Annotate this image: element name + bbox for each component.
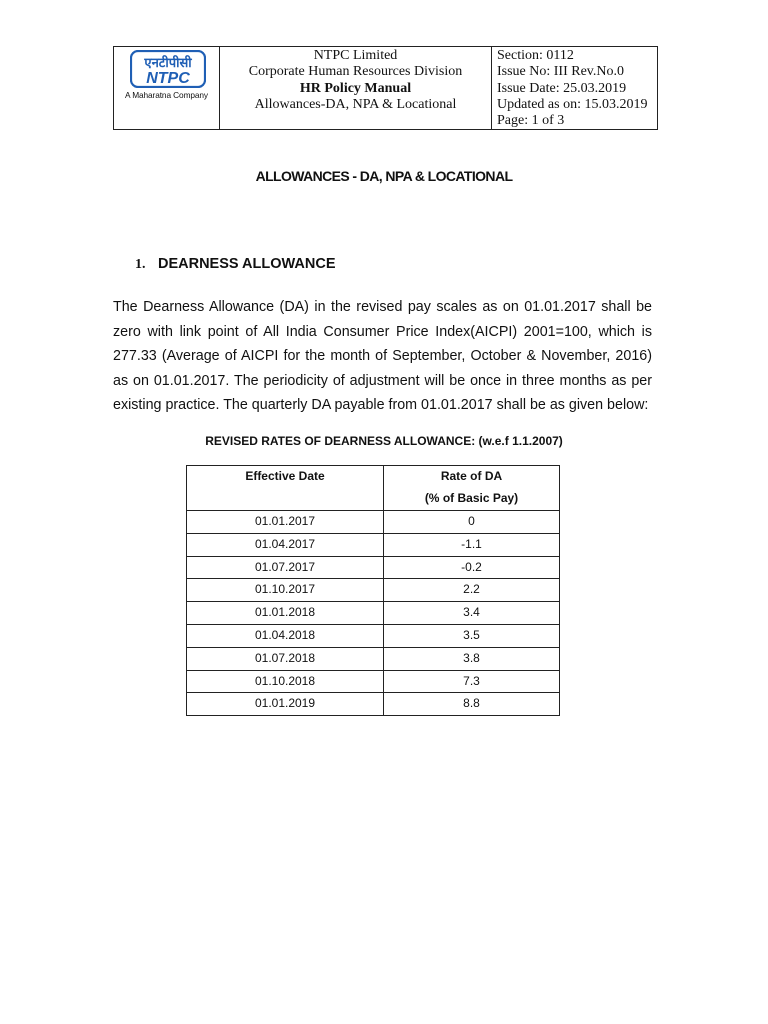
logo-cell	[114, 47, 220, 130]
division-name: Corporate Human Resources Division	[248, 64, 463, 80]
rate-header-line2: (% of Basic Pay)	[424, 490, 519, 505]
table-row	[187, 602, 560, 625]
table-row	[187, 624, 560, 647]
logo-brand-text: NTPC	[146, 70, 190, 87]
column-header-effective-date: Effective Date	[187, 466, 384, 511]
da-rate-cell: 0	[384, 511, 560, 534]
effective-date-cell: 01.07.2018	[187, 647, 384, 670]
effective-date-cell: 01.01.2017	[187, 511, 384, 534]
header-title-cell	[220, 47, 492, 130]
da-rate-cell: 8.8	[384, 693, 560, 716]
effective-date-cell: 01.10.2018	[187, 670, 384, 693]
body-paragraph: The Dearness Allowance (DA) in the revised pay scales as on 01.01.2017 shall be zero with link point of All India Consumer Price Index(AICPI) 2001=100, which is 277.33 (Average of AICPI for the month of September, October & November, 2016) as on 01.01.2017. The periodicity of adjustment will be once in three months as per existing practice. The quarterly DA payable from 01.01.2017 shall be as given below:	[113, 299, 652, 414]
effective-date-cell: 01.10.2017	[187, 579, 384, 602]
da-rate-cell: -1.1	[384, 533, 560, 556]
manual-name: HR Policy Manual	[299, 80, 412, 96]
table-row	[187, 533, 560, 556]
table-row	[187, 511, 560, 534]
issue-number: Issue No: III Rev.No.0	[497, 64, 625, 80]
table-row	[187, 647, 560, 670]
effective-date-cell: 01.07.2017	[187, 556, 384, 579]
section-number: 1.	[135, 257, 146, 272]
effective-date-cell: 01.04.2017	[187, 533, 384, 556]
page-title: ALLOWANCES - DA, NPA & LOCATIONAL	[255, 168, 513, 184]
section-code: Section: 0112	[497, 48, 574, 63]
policy-subject: Allowances-DA, NPA & Locational	[254, 96, 457, 112]
issue-date: Issue Date: 25.03.2019	[497, 80, 627, 96]
logo-hindi-text: एनटीपीसी	[144, 56, 192, 71]
ntpc-logo	[130, 50, 206, 88]
ntpc-logo-icon	[130, 50, 206, 88]
table-row	[187, 693, 560, 716]
da-rate-cell: 3.5	[384, 624, 560, 647]
table-row	[187, 579, 560, 602]
da-rates-table	[186, 465, 560, 716]
effective-date-cell: 01.01.2018	[187, 602, 384, 625]
org-name: NTPC Limited	[313, 48, 398, 63]
table-row	[187, 670, 560, 693]
effective-date-cell: 01.01.2019	[187, 693, 384, 716]
da-rate-cell: 7.3	[384, 670, 560, 693]
updated-date: Updated as on: 15.03.2019	[497, 96, 648, 112]
da-rate-cell: 2.2	[384, 579, 560, 602]
da-rate-cell: 3.8	[384, 647, 560, 670]
column-header-rate	[384, 466, 560, 511]
section-heading: DEARNESS ALLOWANCE	[158, 256, 336, 272]
document-header	[113, 46, 658, 130]
page-indicator: Page: 1 of 3	[497, 113, 565, 129]
table-row	[187, 556, 560, 579]
header-meta-cell	[492, 47, 658, 130]
da-rate-cell: 3.4	[384, 602, 560, 625]
table-caption: REVISED RATES OF DEARNESS ALLOWANCE: (w.e.f 1.1.2007)	[205, 434, 563, 448]
effective-date-cell: 01.04.2018	[187, 624, 384, 647]
logo-tagline: A Maharatna Company	[125, 90, 208, 100]
table-header-row	[187, 466, 560, 511]
table-body	[187, 511, 560, 716]
rate-header-line1: Rate of DA	[440, 469, 503, 483]
da-rate-cell: -0.2	[384, 556, 560, 579]
